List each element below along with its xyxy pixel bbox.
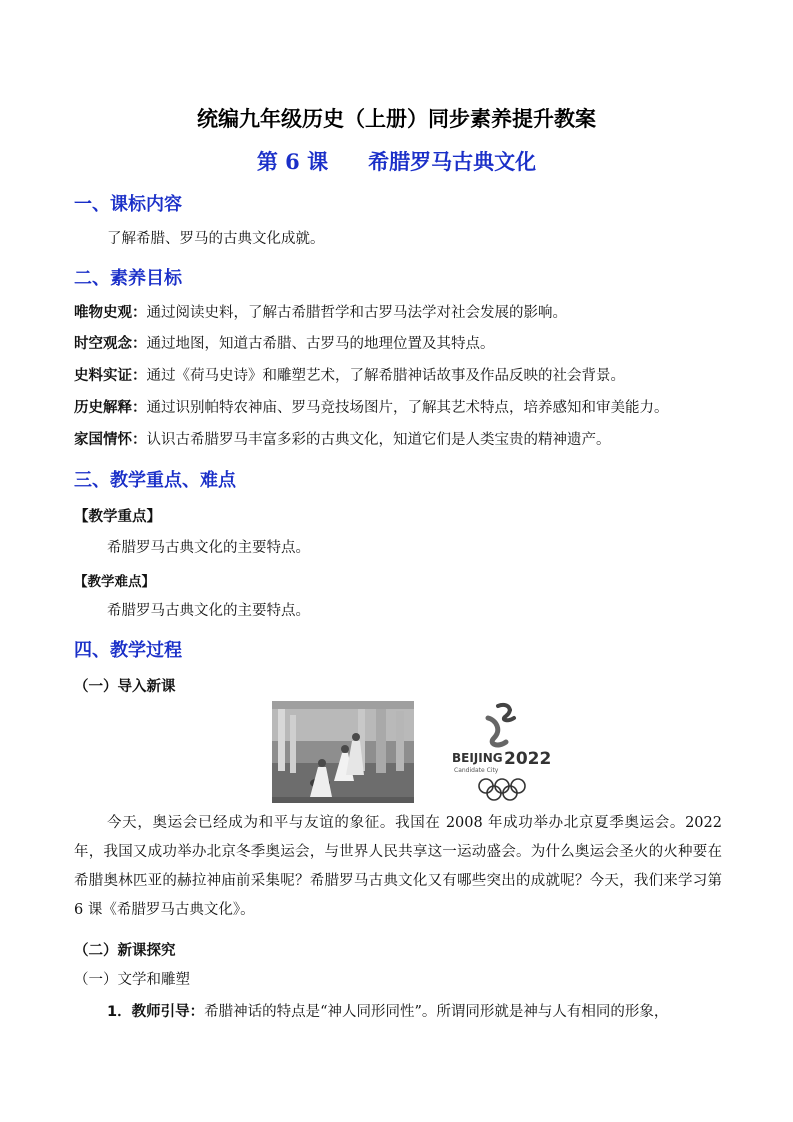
- key-point-text: 希腊罗马古典文化的主要特点。: [107, 540, 310, 556]
- olympic-rings-icon: [479, 779, 525, 800]
- part-new-lesson-heading: （二）新课探究: [74, 943, 176, 959]
- step-1: [107, 1002, 668, 1022]
- goal-item: [74, 366, 625, 386]
- logo-subtitle-text: Candidate City: [454, 767, 499, 774]
- beijing-2022-logo: [448, 700, 558, 804]
- goal-label: 史料实证：: [74, 368, 147, 384]
- goal-text: 通过地图，知道古希腊、古罗马的地理位置及其特点。: [146, 336, 495, 352]
- section-heading-standards: 一、课标内容: [74, 194, 182, 215]
- goal-text: 通过识别帕特农神庙、罗马竞技场图片，了解其艺术特点，培养感知和审美能力。: [146, 400, 669, 416]
- step-1-text: 希腊神话的特点是“神人同形同性”。所谓同形就是神与人有相同的形象，: [204, 1004, 669, 1020]
- difficulty-label: 【教学难点】: [74, 574, 155, 590]
- logo-city-text: BEIJING: [452, 751, 503, 765]
- goal-label: 历史解释：: [74, 400, 147, 416]
- goal-item: [74, 303, 567, 323]
- section-heading-process: 四、教学过程: [74, 640, 182, 661]
- subsection-literature: （一）文学和雕塑: [74, 972, 190, 988]
- logo-year-text: 2022: [504, 749, 552, 769]
- section-heading-goals: 二、素养目标: [74, 268, 182, 289]
- goal-label: 唯物史观：: [74, 305, 147, 321]
- goal-text: 认识古希腊罗马丰富多彩的古典文化，知道它们是人类宝贵的精神遗产。: [146, 432, 611, 448]
- standards-text: 了解希腊、罗马的古典文化成就。: [107, 231, 325, 247]
- document-title: 统编九年级历史（上册）同步素养提升教案: [197, 106, 596, 131]
- lesson-name: 希腊罗马古典文化: [368, 149, 537, 174]
- lesson-number: 第 6 课: [256, 149, 329, 174]
- torch-ceremony-image: [272, 701, 414, 803]
- goal-text: 通过《荷马史诗》和雕塑艺术，了解希腊神话故事及作品反映的社会背景。: [146, 368, 625, 384]
- section-heading-key-points: 三、教学重点、难点: [74, 470, 236, 491]
- intro-paragraph: 今天，奥运会已经成为和平与友谊的象征。我国在 2008 年成功举办北京夏季奥运会。2022 年，我国又成功举办北京冬季奥运会，与世界人民共享这一运动盛会。为什么奥运会圣火的火种要在希腊奥林匹亚的赫拉神庙前采集呢？希腊罗马古典文化又有哪些突出的成就呢？今天，我们来学习第 6 课《希腊罗马古典文化》。: [74, 815, 722, 918]
- part-intro-heading: （一）导入新课: [74, 679, 176, 695]
- goal-text: 通过阅读史料，了解古希腊哲学和古罗马法学对社会发展的影响。: [146, 305, 567, 321]
- goal-item: [74, 430, 611, 450]
- difficulty-text: 希腊罗马古典文化的主要特点。: [107, 603, 310, 619]
- lesson-title: [0, 146, 793, 176]
- goal-label: 家国情怀：: [74, 432, 147, 448]
- goal-item: [74, 398, 669, 418]
- beijing-2022-emblem-icon: [448, 700, 558, 804]
- key-point-label: 【教学重点】: [74, 509, 161, 525]
- goal-item: [74, 334, 495, 354]
- olympic-torch-photo: [272, 701, 414, 803]
- step-1-label: 1．教师引导：: [107, 1004, 205, 1020]
- goal-label: 时空观念：: [74, 336, 147, 352]
